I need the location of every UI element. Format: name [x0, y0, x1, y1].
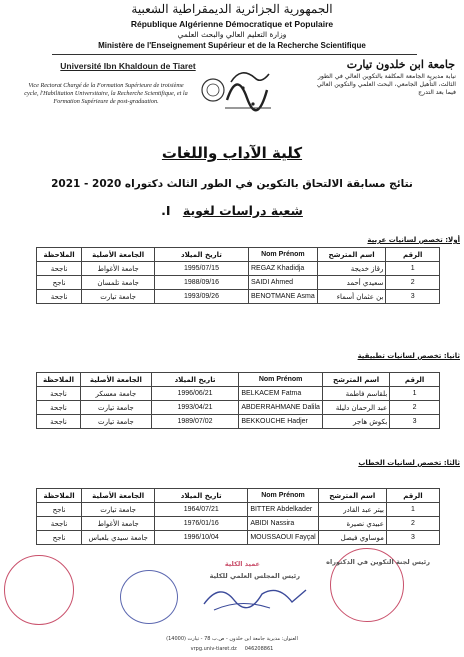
cell-note: ناجحة — [37, 517, 82, 531]
col-name-fr: Nom Prénom — [248, 489, 318, 503]
cell-name-fr: BELKACEM Fatma — [239, 387, 323, 401]
results-title: نتائج مسابقة الالتحاق بالتكوين في الطور الثالث دكتوراه 2020 - 2021 — [51, 178, 413, 190]
cell-birth: 1995/07/15 — [154, 262, 248, 276]
table-row — [37, 387, 440, 401]
col-note: الملاحظة — [37, 373, 81, 387]
republic-fr: République Algérienne Démocratique et Populaire — [130, 19, 334, 29]
cell-birth: 1964/07/21 — [155, 503, 248, 517]
cell-name-ar: رقاز خديجة — [317, 262, 386, 276]
col-origin: الجامعة الأصلية — [81, 373, 152, 387]
cell-origin: جامعة تلمسان — [82, 276, 155, 290]
cell-num: 1 — [390, 387, 440, 401]
results-table-1 — [36, 247, 440, 304]
cell-num: 2 — [386, 517, 439, 531]
cell-num: 1 — [386, 262, 440, 276]
table-row — [37, 262, 440, 276]
col-num: الرقم — [386, 489, 439, 503]
cell-num: 1 — [386, 503, 439, 517]
header-divider — [52, 54, 417, 55]
cell-origin: جامعة الأغواط — [82, 262, 155, 276]
cell-num: 3 — [386, 531, 439, 545]
cell-origin: جامعة سيدي بلعباس — [82, 531, 155, 545]
results-table-3 — [36, 488, 440, 545]
official-stamp-left — [4, 555, 74, 625]
col-num: الرقم — [386, 248, 440, 262]
table-row — [37, 401, 440, 415]
ministry-ar: وزارة التعليم العالي والبحث العلمي — [177, 30, 287, 39]
col-name-fr: Nom Prénom — [248, 248, 317, 262]
cell-name-fr: MOUSSAOUI Fayçal — [248, 531, 318, 545]
cell-num: 3 — [390, 415, 440, 429]
cell-note: ناجحة — [37, 415, 81, 429]
cell-num: 3 — [386, 290, 440, 304]
table-header-row — [37, 373, 440, 387]
cell-name-fr: ABIDI Nassira — [248, 517, 318, 531]
col-note: الملاحظة — [37, 248, 82, 262]
branch-title — [0, 203, 464, 218]
table-row — [37, 276, 440, 290]
cell-num: 2 — [386, 276, 440, 290]
cell-name-fr: REGAZ Khadidja — [248, 262, 317, 276]
col-note: الملاحظة — [37, 489, 82, 503]
cell-origin: جامعة معسكر — [81, 387, 152, 401]
table-row — [37, 531, 440, 545]
cell-note: ناجحة — [37, 290, 82, 304]
section-title-arabic-linguistics: أولا: تخصص لسانيات عربية — [367, 236, 460, 244]
cell-note: ناجح — [37, 276, 82, 290]
results-table-2 — [36, 372, 440, 429]
col-name-ar: اسم المترشح — [317, 248, 386, 262]
branch-number: I. — [161, 203, 171, 218]
cell-name-fr: BENOTMANE Asma — [248, 290, 317, 304]
cell-origin: جامعة تيارت — [81, 401, 152, 415]
col-name-ar: اسم المترشح — [318, 489, 386, 503]
col-name-fr: Nom Prénom — [239, 373, 323, 387]
cell-origin: جامعة تيارت — [82, 503, 155, 517]
table-row — [37, 517, 440, 531]
cell-name-ar: بكوش هاجر — [322, 415, 389, 429]
cell-note: ناجحة — [37, 262, 82, 276]
table-row — [37, 415, 440, 429]
cell-num: 2 — [390, 401, 440, 415]
cell-origin: جامعة تيارت — [81, 415, 152, 429]
vice-rectorate-ar: نيابة مديرية الجامعة المكلفة بالتكوين العالي في الطور الثالث، التأهيل الجامعي، البحث العلمي والتكوين العالي فيما بعد التدرج — [316, 73, 456, 97]
cell-name-fr: BEKKOUCHE Hadjer — [239, 415, 323, 429]
cell-birth: 1996/06/21 — [151, 387, 239, 401]
branch-label: شعبة دراسات لغوية — [182, 203, 303, 218]
republic-ar: الجمهورية الجزائرية الديمقراطية الشعبية — [131, 2, 333, 16]
col-birth: تاريخ الميلاد — [151, 373, 239, 387]
cell-name-ar: بلقاسم فاطمة — [322, 387, 389, 401]
cell-name-ar: عبيدي نصيرة — [318, 517, 386, 531]
cell-name-ar: عبد الرحمان دليلة — [322, 401, 389, 415]
university-logo — [195, 60, 275, 118]
footer-contact — [0, 646, 464, 652]
cell-birth: 1989/07/02 — [151, 415, 239, 429]
section-title-applied-linguistics: ثانيا: تخصص لسانيات تطبيقية — [357, 352, 460, 360]
col-name-ar: اسم المترشح — [322, 373, 389, 387]
footer-web: vrpg.univ-tiaret.dz — [190, 646, 237, 652]
cell-name-fr: ABDERRAHMANE Dalila — [239, 401, 323, 415]
cell-birth: 1988/09/16 — [154, 276, 248, 290]
cell-origin: جامعة تيارت — [82, 290, 155, 304]
footer-phone: 046208861 — [244, 646, 274, 652]
cell-note: ناجحة — [37, 387, 81, 401]
cell-name-fr: BITTER Abdelkader — [248, 503, 318, 517]
vice-rectorate-fr: Vice Rectorat Chargé de la Formation Supérieure de troisième cycle, l'Habilitation Universitaire, la Recherche Scientifique, et la Formation Supérieure de post-graduation. — [24, 82, 188, 106]
faculty-title: كلية الآداب واللغات — [161, 144, 303, 162]
footer-address: العنوان: مديرية جامعة ابن خلدون - ص.ب 78 - تيارت (14000) — [166, 636, 298, 642]
col-num: الرقم — [390, 373, 440, 387]
cell-name-ar: سعيدي أحمد — [317, 276, 386, 290]
ministry-fr: Ministère de l'Enseignement Supérieur et de la Recherche Scientifique — [98, 41, 366, 50]
table-row — [37, 290, 440, 304]
col-origin: الجامعة الأصلية — [82, 489, 155, 503]
section-title-discourse-linguistics: ثالثا: تخصص لسانيات الخطاب — [358, 459, 460, 467]
scientific-council-signature: رئيس المجلس العلمي للكلية — [209, 572, 300, 580]
cell-name-fr: SAIDI Ahmed — [248, 276, 317, 290]
cell-name-ar: بن عثمان أسماء — [317, 290, 386, 304]
cell-name-ar: موساوي فيصل — [318, 531, 386, 545]
table-header-row — [37, 248, 440, 262]
cell-note: ناجح — [37, 531, 82, 545]
university-name-fr: Université Ibn Khaldoun de Tiaret — [60, 61, 196, 71]
university-name-ar: جامعة ابن خلدون تيارت — [346, 58, 455, 71]
dean-signature-label: عميد الكلية — [224, 560, 260, 568]
cell-birth: 1996/10/04 — [155, 531, 248, 545]
table-row — [37, 503, 440, 517]
cell-note: ناجح — [37, 503, 82, 517]
col-birth: تاريخ الميلاد — [154, 248, 248, 262]
table-header-row — [37, 489, 440, 503]
cell-birth: 1976/01/16 — [155, 517, 248, 531]
cell-note: ناجحة — [37, 401, 81, 415]
col-origin: الجامعة الأصلية — [82, 248, 155, 262]
cell-birth: 1993/04/21 — [151, 401, 239, 415]
cell-name-ar: بيتر عبد القادر — [318, 503, 386, 517]
col-birth: تاريخ الميلاد — [155, 489, 248, 503]
handwritten-signature — [200, 576, 310, 616]
cell-birth: 1993/09/26 — [154, 290, 248, 304]
doctoral-committee-signature: رئيس لجنة التكوين في الدكتوراه — [326, 558, 430, 566]
cell-origin: جامعة الأغواط — [82, 517, 155, 531]
